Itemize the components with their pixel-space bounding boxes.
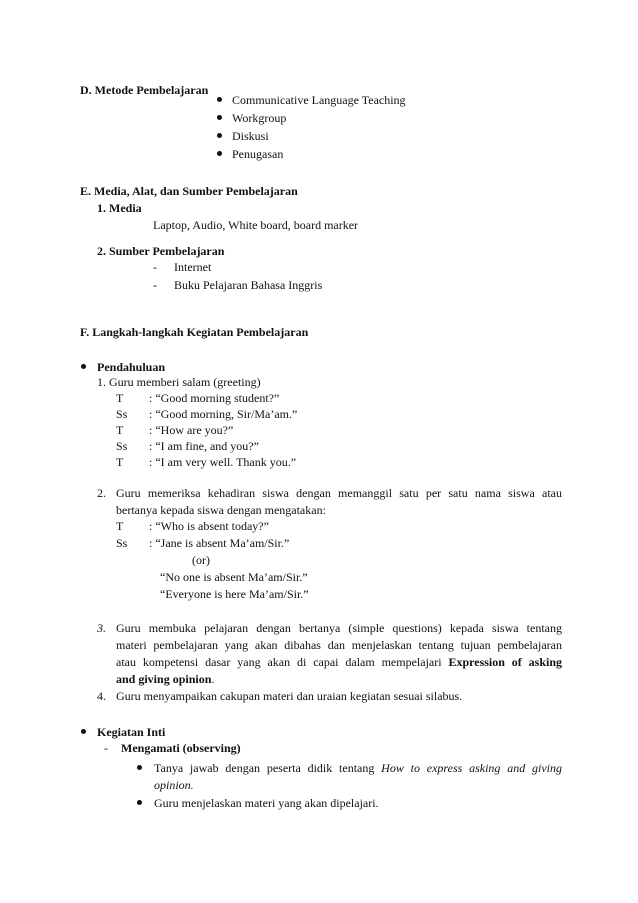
step-3-bold-text: Expression of asking — [448, 655, 563, 669]
source-item: Internet — [174, 260, 212, 274]
bullet-icon — [217, 151, 222, 156]
media-heading: 1. Media — [97, 201, 142, 215]
bullet-icon — [217, 133, 222, 138]
or-text: (or) — [192, 553, 210, 567]
dash-marker: - — [153, 260, 157, 274]
dialog-speaker: Ss — [116, 439, 128, 453]
method-item: Communicative Language Teaching — [232, 93, 406, 107]
observing-item-text: Tanya jawab dengan peserta didik tentang — [154, 761, 375, 775]
step-1: 1. Guru memberi salam (greeting) — [97, 375, 261, 389]
step-3-closing — [116, 671, 214, 687]
dialog-line: : “Jane is absent Ma’am/Sir.” — [149, 536, 290, 550]
observing-item-italic: opinion. — [154, 778, 194, 792]
kegiatan-inti-heading: Kegiatan Inti — [97, 725, 166, 739]
step-2-number: 2. — [97, 486, 106, 500]
source-heading: 2. Sumber Pembelajaran — [97, 244, 225, 258]
bullet-icon — [81, 729, 86, 734]
source-item: Buku Pelajaran Bahasa Inggris — [174, 278, 323, 292]
section-d-heading: D. Metode Pembelajaran — [80, 83, 209, 97]
dialog-speaker: T — [116, 391, 124, 405]
step-2-line: bertanya kepada siswa dengan mengatakan: — [116, 503, 326, 517]
dialog-speaker: T — [116, 455, 124, 469]
observing-item-1 — [154, 760, 562, 776]
step-3-line-text: atau kompetensi dasar yang akan di capai dalam mempelajari — [116, 655, 442, 669]
bullet-icon — [217, 115, 222, 120]
observing-item-italic: How to express asking and giving — [381, 761, 562, 775]
bullet-icon — [217, 97, 222, 102]
media-text: Laptop, Audio, White board, board marker — [153, 218, 359, 232]
dialog-speaker: T — [116, 423, 124, 437]
step-3-number: 3. — [97, 621, 106, 635]
dialog-line: : “I am very well. Thank you.” — [149, 455, 297, 469]
method-item: Diskusi — [232, 129, 269, 143]
step-2-line: Guru memeriksa kehadiran siswa dengan memanggil satu per satu nama siswa atau — [116, 486, 562, 500]
bullet-icon — [137, 800, 142, 805]
bullet-icon — [137, 765, 142, 770]
method-item: Workgroup — [232, 111, 287, 125]
step-4-number: 4. — [97, 689, 106, 703]
step-3-bold-text: and giving opinion — [116, 672, 212, 686]
observing-heading: Mengamati (observing) — [121, 741, 241, 755]
step-4-text: Guru menyampaikan cakupan materi dan uraian kegiatan sesuai silabus. — [116, 689, 463, 703]
step-3-line: materi pembelajaran yang akan dibahas dan menjelaskan tentang tujuan pembelajaran — [116, 638, 562, 652]
dialog-line: : “Good morning, Sir/Ma’am.” — [149, 407, 298, 421]
step-3-line: Guru membuka pelajaran dengan bertanya (simple questions) kepada siswa tentang — [116, 621, 562, 635]
dialog-line: : “Who is absent today?” — [149, 519, 269, 533]
pendahuluan-heading: Pendahuluan — [97, 360, 166, 374]
dialog-speaker: T — [116, 519, 124, 533]
dash-marker: - — [153, 278, 157, 292]
bullet-icon — [81, 364, 86, 369]
dialog-line: : “How are you?” — [149, 423, 234, 437]
dash-marker: - — [104, 741, 108, 755]
section-f-heading: F. Langkah-langkah Kegiatan Pembelajaran — [80, 325, 309, 339]
alt-answer: “Everyone is here Ma’am/Sir.” — [160, 587, 309, 601]
section-e-heading: E. Media, Alat, dan Sumber Pembelajaran — [80, 184, 298, 198]
observing-item-2: Guru menjelaskan materi yang akan dipelajari. — [154, 796, 379, 810]
dialog-speaker: Ss — [116, 407, 128, 421]
dialog-line: : “Good morning student?” — [149, 391, 280, 405]
alt-answer: “No one is absent Ma’am/Sir.” — [160, 570, 308, 584]
step-3-period: . — [211, 672, 215, 686]
dialog-line: : “I am fine, and you?” — [149, 439, 259, 453]
step-3-line-with-bold — [116, 654, 562, 670]
method-item: Penugasan — [232, 147, 284, 161]
dialog-speaker: Ss — [116, 536, 128, 550]
